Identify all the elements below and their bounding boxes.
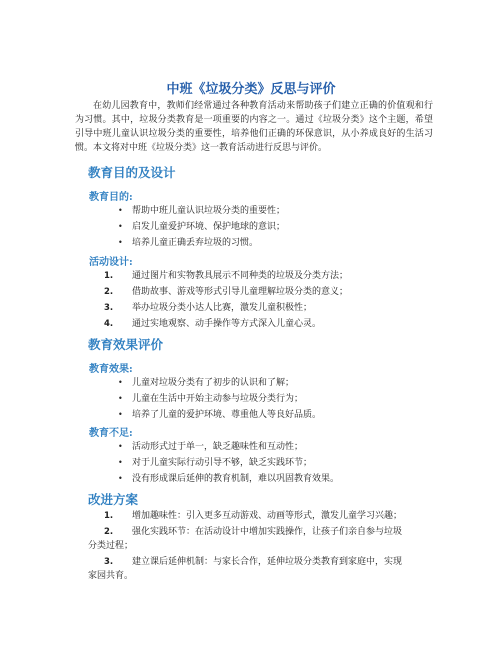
subheading-design: 活动设计: [89,257,133,268]
design-list [0,268,502,332]
list-item: • 没有形成课后延伸的教育机制，难以巩固教育效果。 [0,471,502,487]
subheading-effects: 教育效果: [89,364,133,375]
bullet-icon: • [118,222,123,231]
list-item: • 活动形式过于单一，缺乏趣味性和互动性； [0,439,502,455]
bullet-icon: • [118,458,123,467]
list-item: • 对于儿童实际行动引导不够，缺乏实践环节； [0,455,502,471]
page-title: 中班《垃圾分类》反思与评价 [166,82,336,97]
bullet-icon: • [118,238,123,247]
list-item: • 启发儿童爱护环境、保护地球的意识； [0,219,502,235]
list-item: • 儿童对垃圾分类有了初步的认识和了解； [0,375,502,391]
bullet-icon: • [118,206,123,215]
intro-paragraph: 在幼儿园教育中，教师们经常通过各种教育活动来帮助孩子们建立正确的价值观和行为习惯。其中，垃圾分类教育是一项重要的内容之一。通过《垃圾分类》这个主题，希望引导中班儿童认识垃圾分类的重要性，培养他们正确的环保意识，从小养成良好的生活习惯。本文将对中班《垃圾分类》这一教育活动进行反思与评价。 [75,101,433,153]
bullet-icon: • [118,378,123,387]
list-item: • 儿童在生活中开始主动参与垃圾分类行为； [0,391,502,407]
effects-list [0,375,502,423]
bullet-icon: • [118,474,123,483]
section-heading-improvements: 改进方案 [88,492,139,507]
list-item: 2. 借助故事、游戏等形式引导儿童理解垃圾分类的意义； [104,287,349,297]
bullet-icon: • [118,410,123,419]
section-heading-purpose-design: 教育目的及设计 [88,165,176,180]
goals-list [0,203,502,251]
subheading-shortfalls: 教育不足: [89,428,133,439]
list-item: 3. 举办垃圾分类小达人比赛，激发儿童积极性； [104,303,313,313]
list-item: 1. 通过图片和实物教具展示不同种类的垃圾及分类方法； [104,271,349,281]
list-item: • 培养了儿童的爱护环境、尊重他人等良好品质。 [0,407,502,423]
subheading-goals: 教育目的: [89,192,133,203]
list-item: • 培养儿童正确丢弃垃圾的习惯。 [0,235,502,251]
list-item: 4. 通过实地观察、动手操作等方式深入儿童心灵。 [104,319,322,329]
list-item: 1. 增加趣味性：引入更多互动游戏、动画等形式，激发儿童学习兴趣； [104,511,403,521]
list-item: 3. 建立课后延伸机制：与家长合作，延伸垃圾分类教育到家庭中，实现 家园共育。 [88,557,403,581]
improvements-list [0,508,502,584]
section-heading-evaluation: 教育效果评价 [88,337,164,352]
shortfalls-list [0,439,502,487]
bullet-icon: • [118,442,123,451]
list-item: 2. 强化实践环节：在活动设计中增加实践操作，让孩子们亲自参与垃圾 分类过程； [88,527,403,551]
list-item: • 帮助中班儿童认识垃圾分类的重要性； [0,203,502,219]
bullet-icon: • [118,394,123,403]
